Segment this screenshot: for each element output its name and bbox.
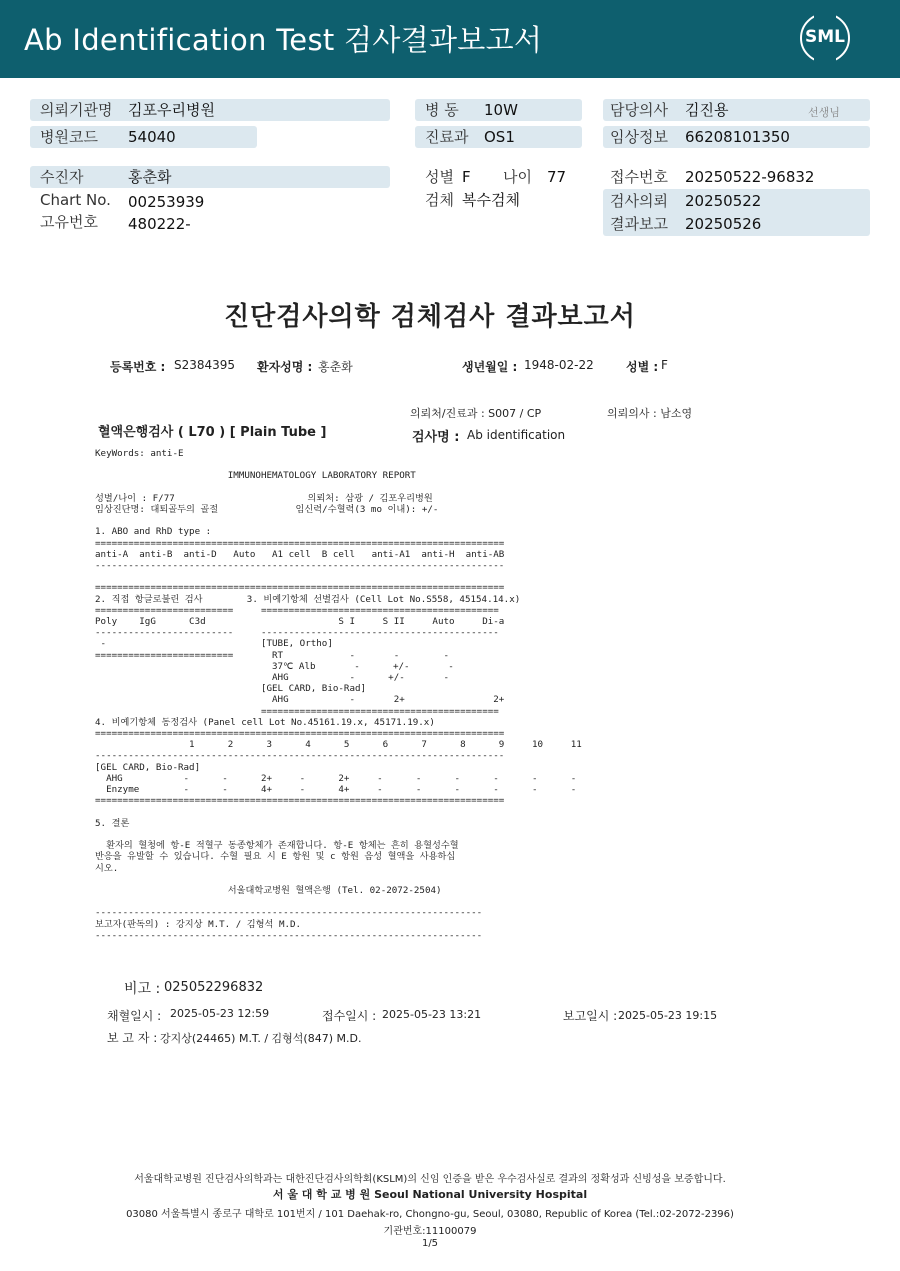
patient-value: 홍춘화 [128,168,172,186]
age-label: 나이 [503,168,532,186]
collect-label: 채혈일시 : [107,1009,162,1023]
test-title: 혈액은행검사 ( L70 ) [ Plain Tube ] [98,425,327,440]
collect-value: 2025-05-23 12:59 [170,1007,270,1020]
doc-sex-value: F [661,358,668,372]
hospital-code-label: 병원코드 [40,128,98,146]
remark-label: 비고 : [124,981,161,997]
doctor-value: 김진용 [685,101,729,119]
receipt-value: 20250522-96832 [685,168,815,186]
ward-value: 10W [484,101,518,119]
institution-label: 의뢰기관명 [40,101,113,119]
birth-label: 생년월일 : [462,360,518,374]
hospital-code-value: 54040 [128,128,176,146]
patient-label: 수진자 [40,168,84,186]
sml-logo [800,13,850,63]
clinical-value: 66208101350 [685,128,790,146]
chart-label: Chart No. [40,191,111,209]
request-value: 20250522 [685,192,762,210]
dept-text: 의뢰처/진료과 : S007 / CP [410,407,542,420]
collect-receipt-value: 2025-05-23 13:21 [382,1008,482,1021]
report-header [0,0,900,78]
doctor-label: 담당의사 [610,101,668,119]
receipt-label: 접수번호 [610,168,668,186]
institution-value: 김포우리병원 [128,101,215,119]
logo-ring-gap [814,11,836,19]
dept-value: OS1 [484,128,515,146]
name-label: 환자성명 : [257,360,313,374]
sex-label: 성별 [425,168,454,186]
logo-ring-gap-bottom [814,57,836,65]
unique-label: 고유번호 [40,213,98,231]
reg-value: S2384395 [174,358,236,372]
reporter-value: 강지상(24465) M.T. / 김형석(847) M.D. [160,1032,362,1045]
result-label: 결과보고 [610,215,668,233]
report-time-value: 2025-05-23 19:15 [618,1009,718,1022]
age-value: 77 [547,168,567,186]
footer-certification: 서울대학교병원 진단검사의학과는 대한진단검사의학회(KSLM)의 신임 인증을 받은 우수검사실로 결과의 정확성과 신빙성을 보증합니다. [134,1174,726,1185]
birth-value: 1948-02-22 [524,358,594,372]
reg-label: 등록번호 : [110,360,166,374]
unique-value: 480222- [128,215,191,233]
report-time-label: 보고일시 : [563,1009,618,1023]
ward-label: 병 동 [425,101,459,119]
footer-institution-number: 기관번호:11100079 [383,1226,477,1237]
dept-label: 진료과 [425,128,469,146]
specimen-value: 복수검체 [462,191,520,209]
doc-sex-label: 성별 : [626,360,659,374]
test-name-label: 검사명 : [412,430,460,445]
report-header-title: Ab Identification Test 검사결과보고서 [24,23,543,57]
remark-value: 025052296832 [164,980,264,995]
footer-page-number: 1/5 [421,1238,439,1249]
lab-report-text: KeyWords: anti-E IMMUNOHEMATOLOGY LABORATORY REPORT 성별/나이 : F/77 의뢰처: 삼광 / 김포우리병원 임상진단명: 대퇴골두의 골절 임신력/수혈력(3 mo 이내): +/- 1. ABO and RhD type : ========================================================================== anti-A anti-B anti-D Auto A1 cell B cell anti-A1 anti-H anti-AB -------------------------------------------------------------------------- ========================================================================== 2. 직접 항글로불린 검사 3. 비예기항체 선별검사 (Cell Lot No.S558, 45154.14.x) ========================= =========================================== Poly IgG C3d S I S II Auto Di-a ------------------------- ------------------------------------------- - [TUBE, Ortho] ========================= RT - - - 37℃ Alb - +/- - AHG - +/- - [GEL CARD, Bio-Rad] AHG - 2+ 2+ =========================================== 4. 비예기항체 동정검사 (Panel cell Lot No.45161.19.x, 45171.19.x) ========================================================================== 1 2 3 4 5 6 7 8 9 10 11 -------------------------------------------------------------------------- [GEL CARD, Bio-Rad] AHG - - 2+ - 2+ - - - - - - Enzyme - - 4+ - 4+ - - - - - - ========================================================================== 5. 결론 환자의 혈청에 항-E 적혈구 동종항체가 존재합니다. 항-E 항체는 흔히 용혈성수혈 반응을 유발할 수 있습니다. 수혈 필요 시 E 항원 및 c 항원 음성 혈액을 사용하십 시오. 서울대학교병원 혈액은행 (Tel. 02-2072-2504) ---------------------------------------------------------------------- 보고자(판독의) : 강지상 M.T. / 김형석 M.D. ---------------------------------------------------------------------- [95,448,582,941]
document-title: 진단검사의학 검체검사 결과보고서 [224,302,636,332]
doctor-text: 의뢰의사 : 남소영 [607,407,693,420]
footer-address: 03080 서울특별시 종로구 대학로 101번지 / 101 Daehak-ro, Chongno-gu, Seoul, 03080, Republic of Korea (Tel.:02-2072-2396) [126,1209,734,1220]
result-value: 20250526 [685,215,762,233]
sex-value: F [462,168,471,186]
test-name-value: Ab identification [467,428,566,442]
info-bar-patient [30,166,390,188]
footer-hospital-name: 서 울 대 학 교 병 원 Seoul National University Hospital [272,1188,588,1201]
reporter-label: 보 고 자 : [107,1031,158,1045]
clinical-label: 임상정보 [610,128,668,146]
collect-receipt-label: 접수일시 : [322,1009,377,1023]
chart-value: 00253939 [128,193,205,211]
specimen-label: 검체 [425,191,454,209]
doctor-suffix: 선생님 [808,106,840,119]
logo-text: SML [805,27,845,47]
request-label: 검사의뢰 [610,192,668,210]
name-value: 홍춘화 [318,360,353,374]
